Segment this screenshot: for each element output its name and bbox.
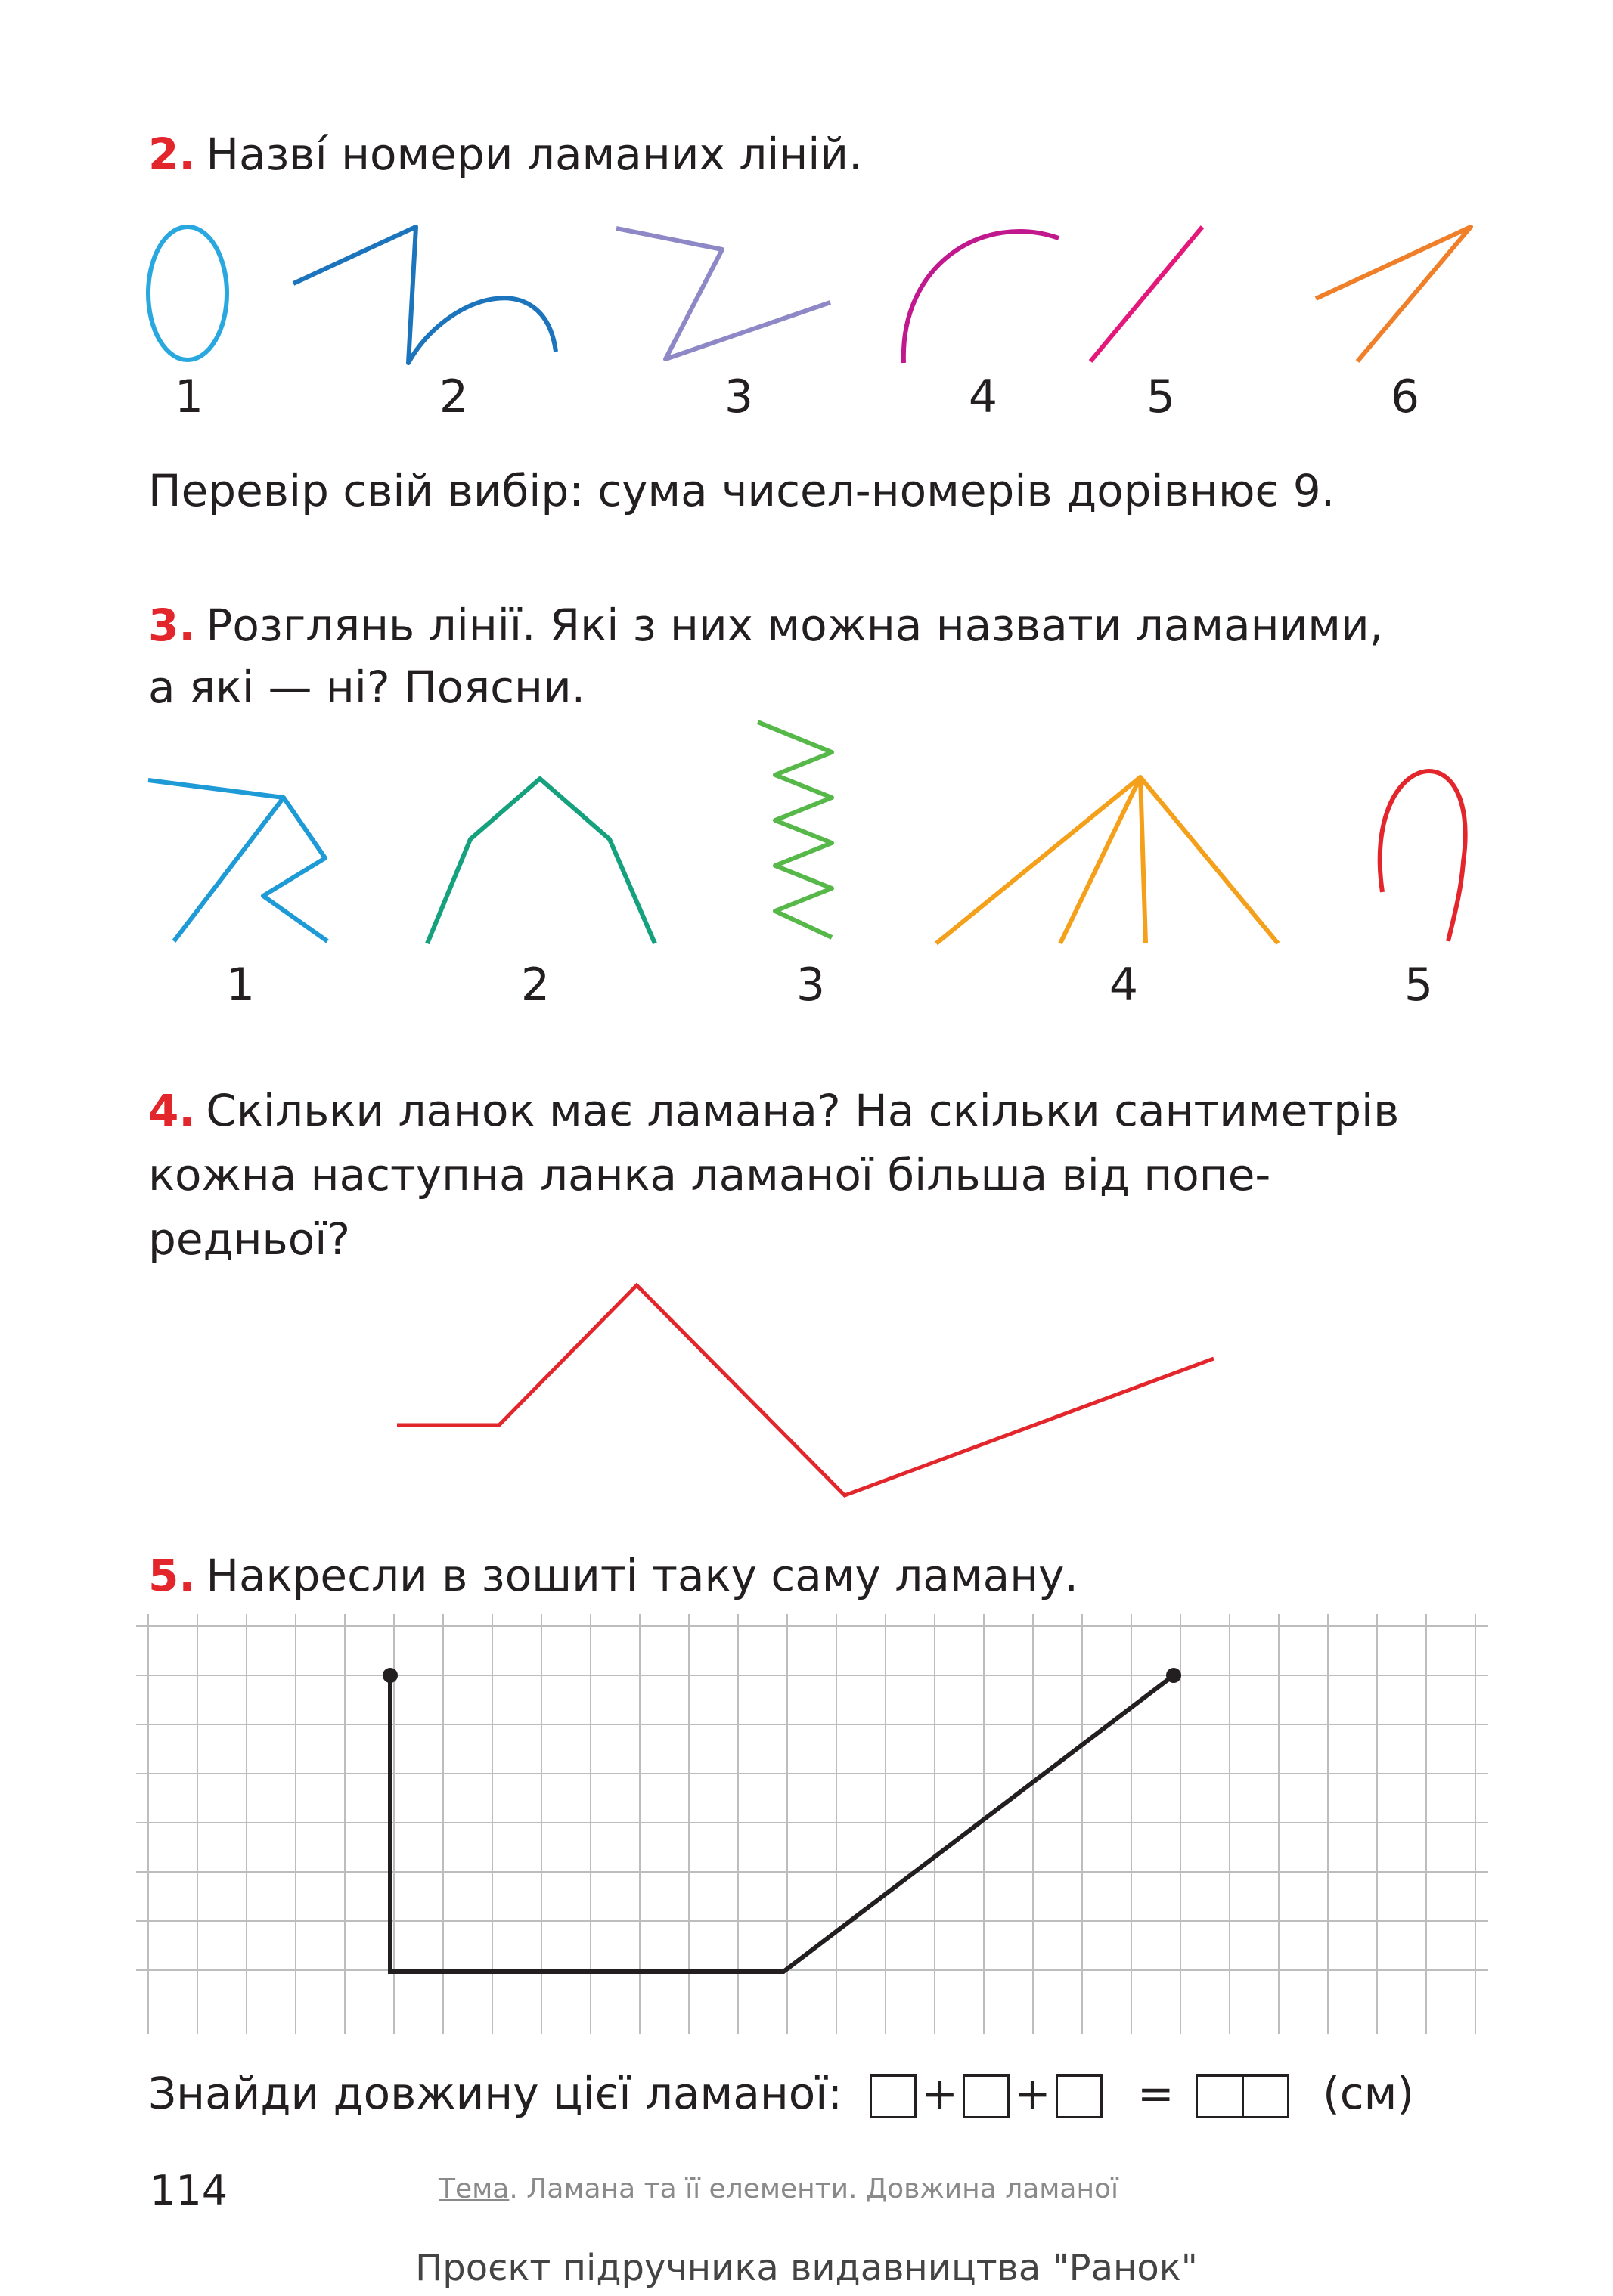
plus-sign-2: + xyxy=(1013,2068,1051,2119)
task3-line-3 xyxy=(758,722,832,937)
task2-line-6 xyxy=(1316,227,1471,361)
task4-number: 4. xyxy=(148,1085,196,1136)
task2-line-1 xyxy=(148,227,227,360)
plus-sign-1: + xyxy=(921,2068,958,2119)
task2-lines xyxy=(0,204,1613,461)
task4-heading xyxy=(148,1085,1399,1136)
task2-label-6: 6 xyxy=(1390,370,1420,423)
answer-box-total[interactable] xyxy=(1196,2074,1289,2118)
task2-label-5: 5 xyxy=(1146,370,1176,423)
answer-box-2[interactable] xyxy=(963,2074,1010,2118)
task5-text: Накресли в зошиті таку саму ламану. xyxy=(206,1550,1078,1601)
task2-line-3 xyxy=(616,228,830,359)
task3-label-1: 1 xyxy=(225,959,256,1012)
task3-line-5 xyxy=(1380,771,1466,941)
task5-start-point xyxy=(383,1668,398,1683)
task5-heading xyxy=(148,1550,1078,1601)
task3-text-line1: Розглянь лінії. Які з них можна назвати ламаними, xyxy=(206,600,1384,651)
equals-sign: = xyxy=(1137,2068,1174,2119)
task2-number: 2. xyxy=(148,129,196,180)
task4-text-line2: кожна наступна ланка ламаної більша від попе- xyxy=(148,1149,1271,1201)
project-note: Проєкт підручника видавництва "Ранок" xyxy=(415,2247,1198,2289)
page-number: 114 xyxy=(150,2167,228,2214)
topic-text: . Ламана та її елементи. Довжина ламаної xyxy=(509,2174,1119,2205)
answer-box-1[interactable] xyxy=(870,2074,917,2118)
task4-text-line3: редньої? xyxy=(148,1213,351,1265)
task5-end-point xyxy=(1166,1668,1181,1683)
unit-label: (см) xyxy=(1323,2068,1414,2119)
task5-number: 5. xyxy=(148,1550,196,1601)
task3-label-4: 4 xyxy=(1109,959,1139,1012)
task3-heading xyxy=(148,600,1383,651)
task3-text-line2: а які — ні? Поясни. xyxy=(148,662,586,713)
task5-length-row xyxy=(148,2068,1414,2119)
task2-line-4 xyxy=(904,231,1059,363)
task4-text-line1: Скільки ланок має ламана? На скільки сантиметрів xyxy=(206,1085,1400,1136)
task3-label-3: 3 xyxy=(796,959,826,1012)
task3-label-2: 2 xyxy=(520,959,551,1012)
task2-check: Перевір свій вибір: сума чисел-номерів дорівнює 9. xyxy=(148,465,1335,516)
task2-label-2: 2 xyxy=(439,370,469,423)
task5-find-label: Знайди довжину цієї ламаної: xyxy=(148,2068,842,2119)
task2-label-3: 3 xyxy=(724,370,754,423)
task3-line-1 xyxy=(148,780,327,941)
task2-line-2 xyxy=(293,227,556,363)
topic-label: Тема xyxy=(439,2174,510,2205)
footer-topic xyxy=(439,2174,1118,2205)
task2-text: Назві́ номери ламаних ліній. xyxy=(206,129,863,180)
task3-line-4 xyxy=(936,777,1278,943)
task3-lines xyxy=(0,711,1613,953)
task2-line-5 xyxy=(1090,227,1202,361)
task2-heading xyxy=(148,129,863,180)
task3-number: 3. xyxy=(148,600,196,651)
task2-label-1: 1 xyxy=(174,370,204,423)
graph-paper-grid xyxy=(0,1603,1613,2041)
task3-line-2 xyxy=(427,779,655,943)
task2-label-4: 4 xyxy=(968,370,998,423)
task4-line xyxy=(397,1285,1214,1495)
task3-label-5: 5 xyxy=(1404,959,1434,1012)
answer-box-3[interactable] xyxy=(1056,2074,1103,2118)
task4-polyline xyxy=(0,1270,1613,1512)
